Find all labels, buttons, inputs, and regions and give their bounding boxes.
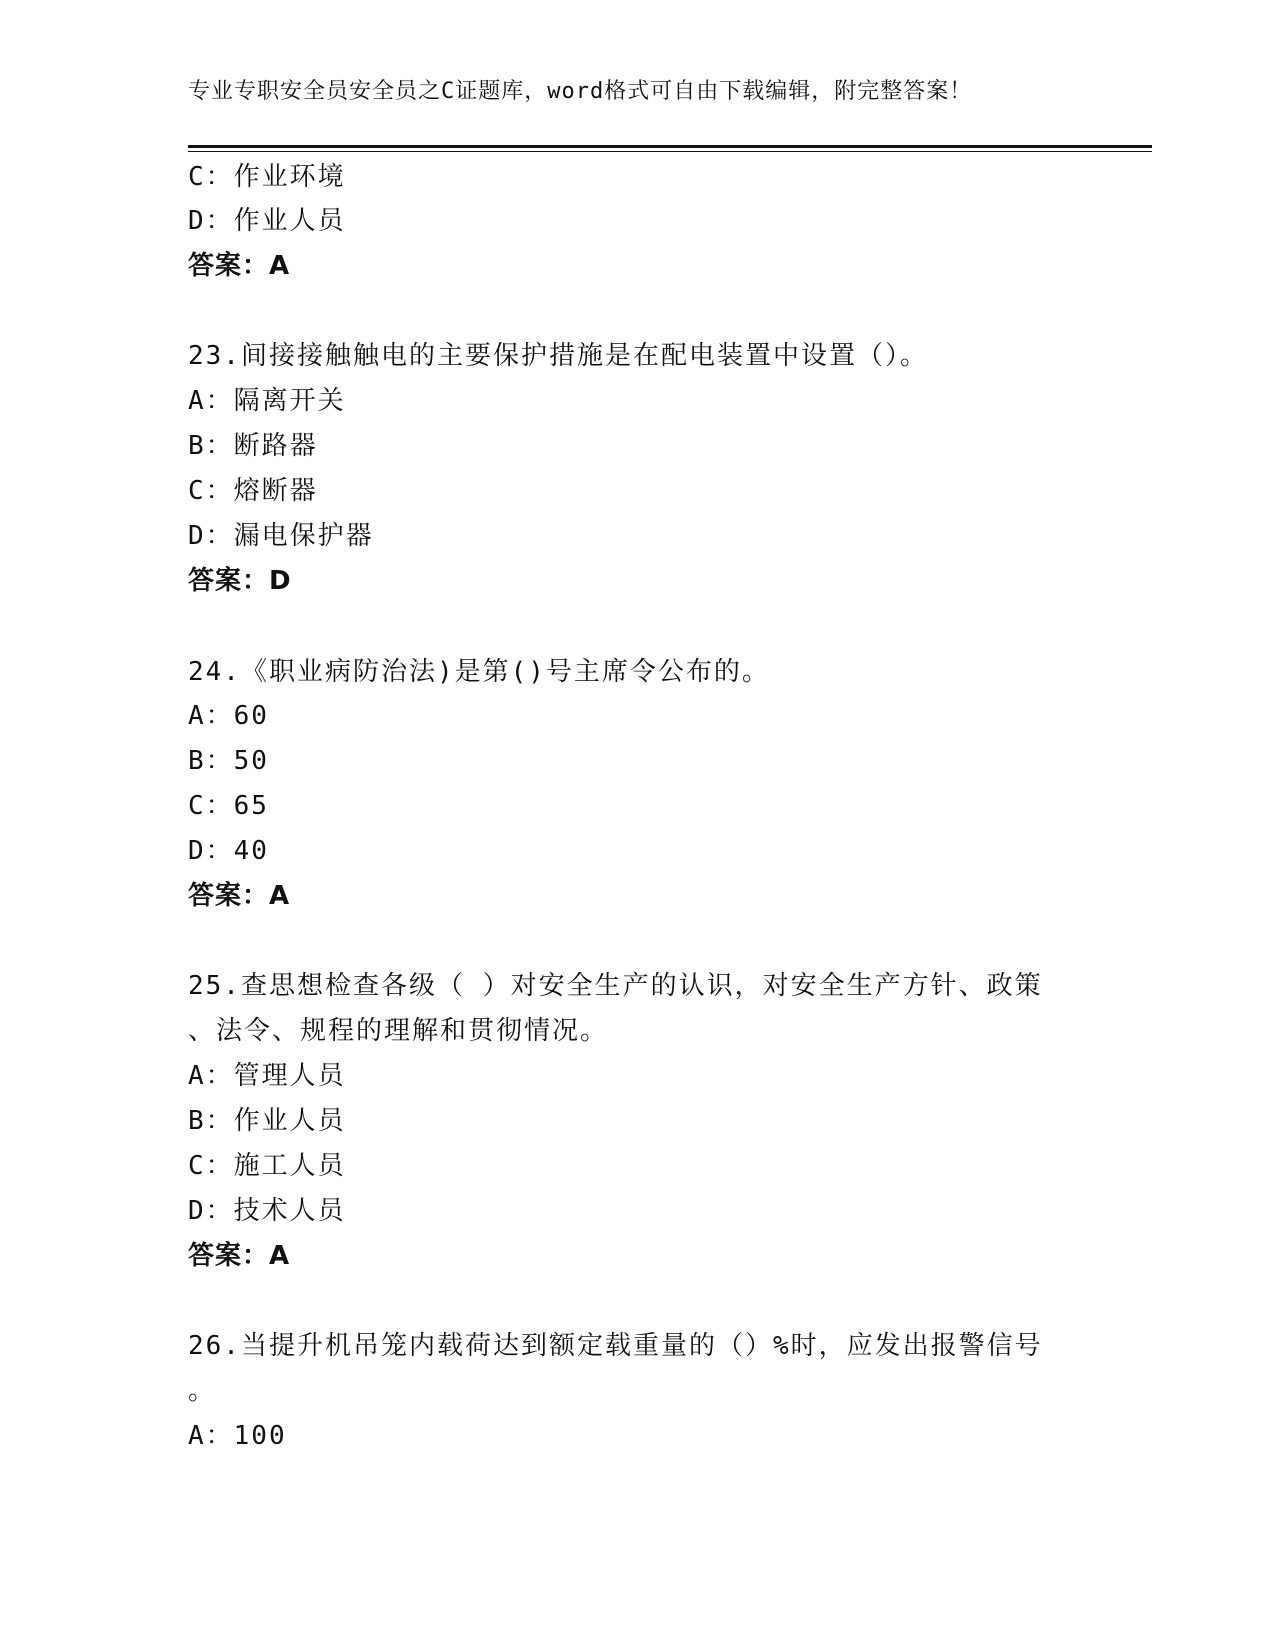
option-line: D：40 (188, 836, 269, 866)
option-line: A：隔离开关 (188, 386, 346, 416)
option-line: D：技术人员 (188, 1196, 346, 1226)
option-line: B：作业人员 (188, 1106, 346, 1136)
option-line: C：熔断器 (188, 476, 318, 506)
option-line: A：60 (188, 701, 269, 731)
option-line: C：施工人员 (188, 1151, 346, 1181)
header-rule-thick (188, 145, 1152, 148)
answer-line: 答案：A (188, 881, 291, 911)
option-line: C：作业环境 (188, 162, 346, 192)
option-line: A：管理人员 (188, 1061, 346, 1091)
question-text-continued: 。 (188, 1376, 217, 1406)
option-line: A：100 (188, 1421, 287, 1451)
question-text: 24.《职业病防治法)是第()号主席令公布的。 (188, 657, 770, 687)
header-rule-thin (188, 151, 1152, 152)
answer-line: 答案：D (188, 566, 292, 596)
question-text: 26.当提升机吊笼内载荷达到额定载重量的（）%时，应发出报警信号 (188, 1331, 1043, 1361)
answer-line: 答案：A (188, 251, 291, 281)
option-line: B：断路器 (188, 431, 318, 461)
option-line: C：65 (188, 791, 269, 821)
option-line: B：50 (188, 746, 269, 776)
question-text: 25.查思想检查各级（ ）对安全生产的认识，对安全生产方针、政策 (188, 971, 1043, 1001)
option-line: D：作业人员 (188, 206, 346, 236)
question-text: 23.间接接触触电的主要保护措施是在配电装置中设置（）。 (188, 341, 928, 371)
page-header: 专业专职安全员安全员之C证题库，word格式可自由下载编辑，附完整答案！ (188, 79, 973, 104)
answer-line: 答案：A (188, 1241, 291, 1271)
option-line: D：漏电保护器 (188, 521, 374, 551)
question-text-continued: 、法令、规程的理解和贯彻情况。 (188, 1016, 609, 1046)
